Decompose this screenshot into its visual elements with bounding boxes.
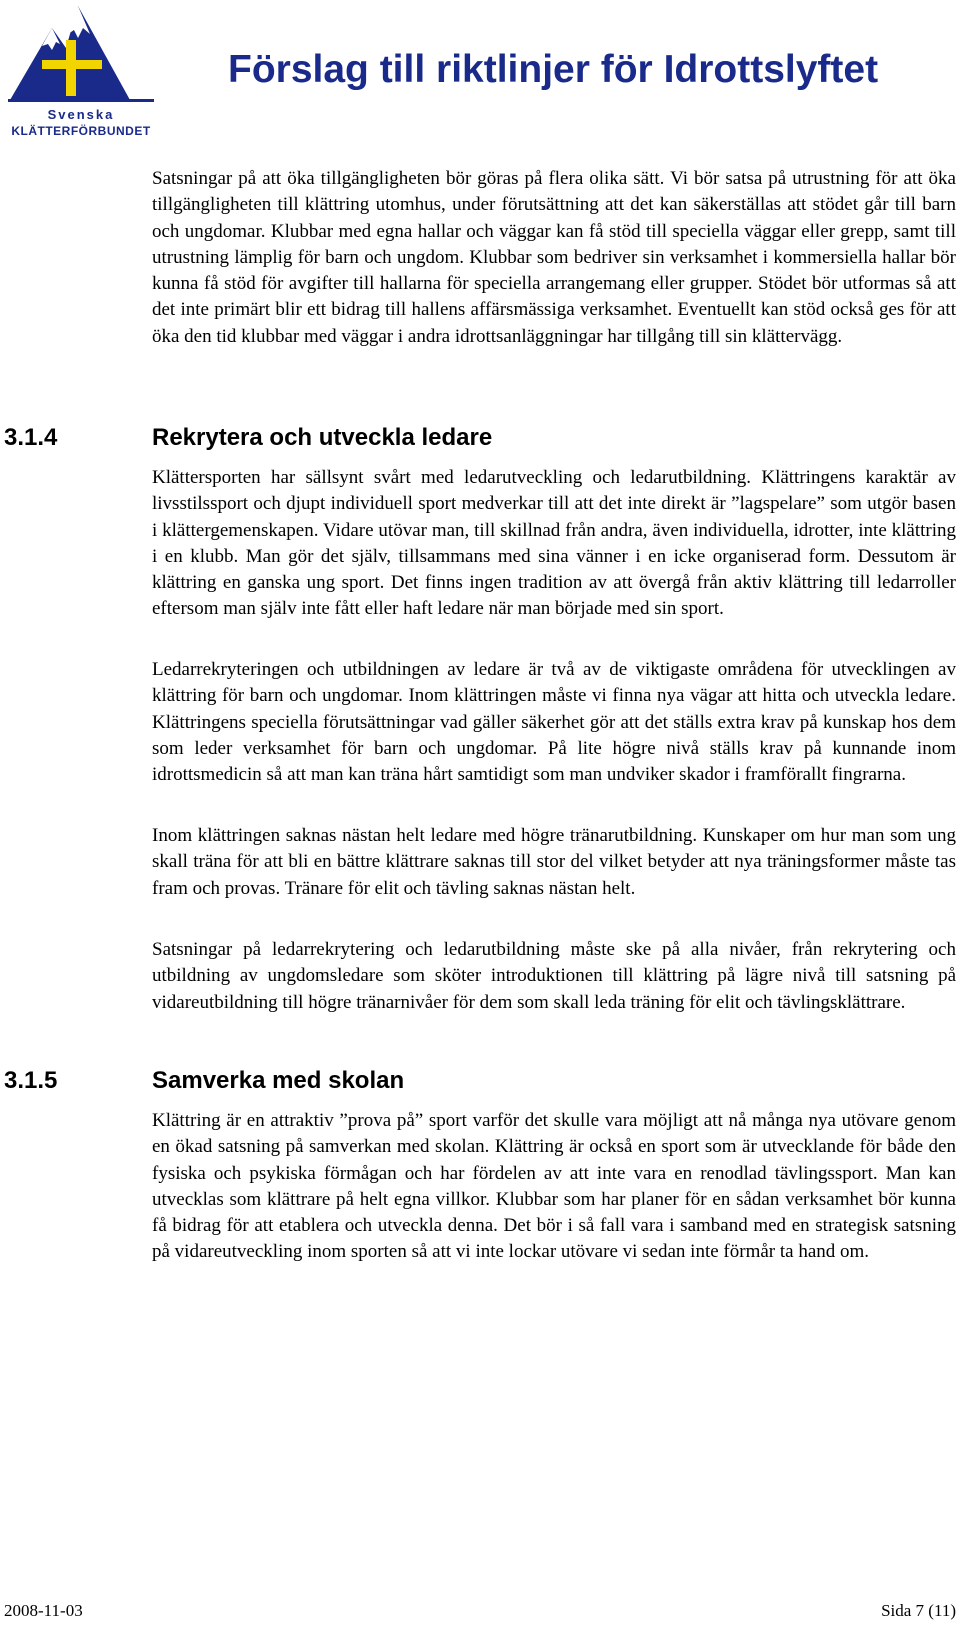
section-3-1-4-paragraph-4: Satsningar på ledarrekrytering och ledarutbildning måste ske på alla nivåer, från rekrytering och utbildning av ungdomsledare som sköter introduktionen till klättring på lägre nivå till satsning på vidareutbildning till högre tränarnivåer för dem som skall leda träning för elit och tävlingsklättrare. xyxy=(152,939,956,1013)
section-3-1-4-paragraph-1: Klättersporten har sällsynt svårt med ledarutveckling och ledarutbildning. Klättringens karaktär av livsstilssport och djupt individuell sport medverkar till att det inte direkt är ”lagspelare” som utgör basen i klättergemenskapen. Vidare utövar man, till skillnad från andra, även individuella, idrotter, inte klättring i en klubb. Man gör det själv, tillsammans med sina vänner i en icke organiserad form. Dessutom är klättring en ganska ung sport. Det finns ingen tradition av att övergå från aktiv klättring till ledarroller eftersom man själv inte fått eller haft ledare när man började med sin sport. xyxy=(152,467,956,620)
intro-paragraph: Satsningar på att öka tillgängligheten bör göras på flera olika sätt. Vi bör satsa på utrustning för att öka tillgängligheten till klättring utomhus, under förutsättning att det kan säkerställas att stödet går till barn och ungdomar. Klubbar med egna hallar och väggar kan få stöd till speciella väggar eller grepp, samt till utrustning lämplig för barn och ungdom. Klubbar som bedriver sin verksamhet i kommersiella hallar bör kunna få stöd för avgifter till hallarna för speciella arrangemang eller grupper. Stödet bör utformas så att det inte primärt blir ett bidrag till hallens affärsmässiga verksamhet. Eventuellt kan stöd också ges för att öka den tid klubbar med väggar i andra idrottsanläggningar har tillgång till sin klättervägg. xyxy=(152,168,956,347)
document-title: Förslag till riktlinjer för Idrottslyftet xyxy=(228,48,879,91)
section-heading-3-1-5 xyxy=(4,1067,404,1095)
footer-page-number: Sida 7 (11) xyxy=(881,1601,956,1620)
section-3-1-4-paragraph-3: Inom klättringen saknas nästan helt ledare med högre tränarutbildning. Kunskaper om hur man som ung skall träna för att bli en bättre klättrare saknas till stor del vilket betyder att nya träningsformer måste tas fram och provas. Tränare för elit och tävling saknas nästan helt. xyxy=(152,825,956,899)
federation-logo xyxy=(8,4,154,140)
logo-text-federation: KLÄTTERFÖRBUNDET xyxy=(11,124,151,138)
section-3-1-4-paragraph-2: Ledarrekryteringen och utbildningen av ledare är två av de viktigaste områdena för utvecklingen av klättring för barn och ungdomar. Inom klättringen måste vi finna nya vägar att hitta och utveckla ledare. Klättringens speciella förutsättningar vad gäller säkerhet gör att det ställs extra krav på kunskap hos dem som leder verksamhet för barn och ungdomar. På lite högre nivå ställs krav på kunnande inom idrottsmedicin så att man kan träna hårt samtidigt som man undviker skador i framförallt fingrarna. xyxy=(152,659,956,786)
section-title: Rekrytera och utveckla ledare xyxy=(152,424,493,451)
mountain-cross-icon xyxy=(8,4,154,106)
logo-text-svenska: Svenska xyxy=(47,107,115,122)
footer-date: 2008-11-03 xyxy=(4,1601,83,1620)
section-heading-3-1-4 xyxy=(4,424,492,452)
section-number: 3.1.4 xyxy=(4,424,58,451)
section-number: 3.1.5 xyxy=(4,1067,58,1094)
section-title: Samverka med skolan xyxy=(152,1067,405,1094)
section-3-1-5-paragraph-1: Klättring är en attraktiv ”prova på” sport varför det skulle vara möjligt att nå många nya utövare genom en ökad satsning på samverkan med skolan. Klättring är också en sport som är utvecklande för både den fysiska och psykiska förmågan och har fördelen av att inte vara en renodlad tävlingssport. Man kan utvecklas som klättrare på helt egna villkor. Klubbar som har planer för en sådan verksamhet bör kunna få bidrag för att etablera och utveckla denna. Det bör i så fall vara i samband med en strategisk satsning på vidareutveckling inom sporten så att vi inte lockar utövare vi sedan inte förmår ta hand om. xyxy=(152,1110,956,1263)
